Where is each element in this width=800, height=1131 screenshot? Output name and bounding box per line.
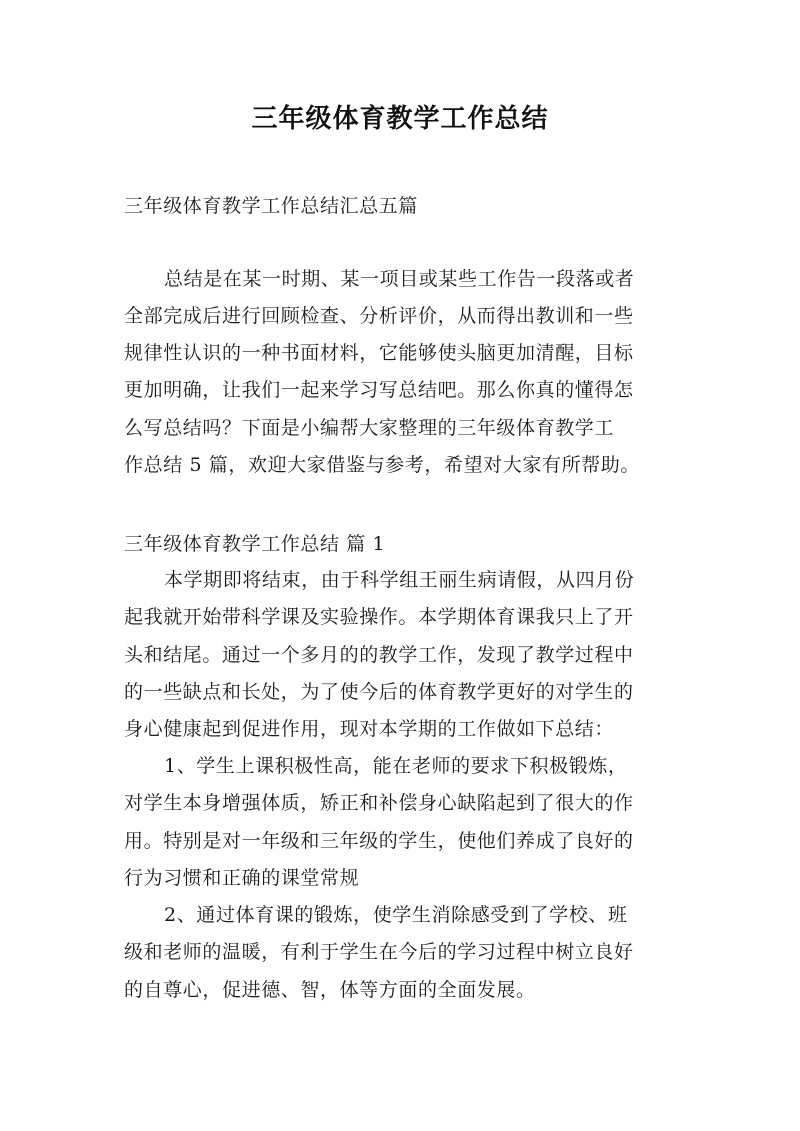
body-line: 行为习惯和正确的课堂常规 bbox=[124, 867, 360, 889]
document-subtitle: 三年级体育教学工作总结汇总五篇 bbox=[124, 195, 419, 217]
body-line: 头和结尾。通过一个多月的的教学工作，发现了教学过程中 bbox=[124, 644, 634, 666]
body-line: 的一些缺点和长处，为了使今后的体育教学更好的对学生的 bbox=[124, 681, 634, 703]
intro-line: 作总结 5 篇，欢迎大家借鉴与参考，希望对大家有所帮助。 bbox=[124, 454, 640, 476]
section-heading: 三年级体育教学工作总结 篇 1 bbox=[124, 533, 386, 555]
body-line: 对学生本身增强体质，矫正和补偿身心缺陷起到了很大的作 bbox=[124, 792, 634, 814]
intro-line: 更加明确，让我们一起来学习写总结吧。那么你真的懂得怎 bbox=[124, 379, 634, 401]
intro-line: 规律性认识的一种书面材料，它能够使头脑更加清醒，目标 bbox=[124, 342, 634, 364]
document-title: 三年级体育教学工作总结 bbox=[251, 104, 549, 134]
body-line: 用。特别是对一年级和三年级的学生，使他们养成了良好的 bbox=[124, 830, 634, 852]
body-line: 身心健康起到促进作用，现对本学期的工作做如下总结： bbox=[124, 718, 615, 740]
body-line: 2、通过体育课的锻炼，使学生消除感受到了学校、班 bbox=[164, 904, 628, 926]
body-line: 起我就开始带科学课及实验操作。本学期体育课我只上了开 bbox=[124, 606, 634, 628]
intro-line: 全部完成后进行回顾检查、分析评价，从而得出教训和一些 bbox=[124, 305, 634, 327]
body-line: 的自尊心，促进德、智，体等方面的全面发展。 bbox=[124, 979, 536, 1001]
intro-line: 总结是在某一时期、某一项目或某些工作告一段落或者 bbox=[164, 268, 635, 290]
body-line: 本学期即将结束，由于科学组王丽生病请假，从四月份 bbox=[164, 569, 635, 591]
intro-line: 么写总结吗？下面是小编帮大家整理的三年级体育教学工 bbox=[124, 417, 615, 439]
body-line: 级和老师的温暖，有利于学生在今后的学习过程中树立良好 bbox=[124, 941, 634, 963]
body-line: 1、学生上课积极性高，能在老师的要求下积极锻炼， bbox=[164, 755, 628, 777]
